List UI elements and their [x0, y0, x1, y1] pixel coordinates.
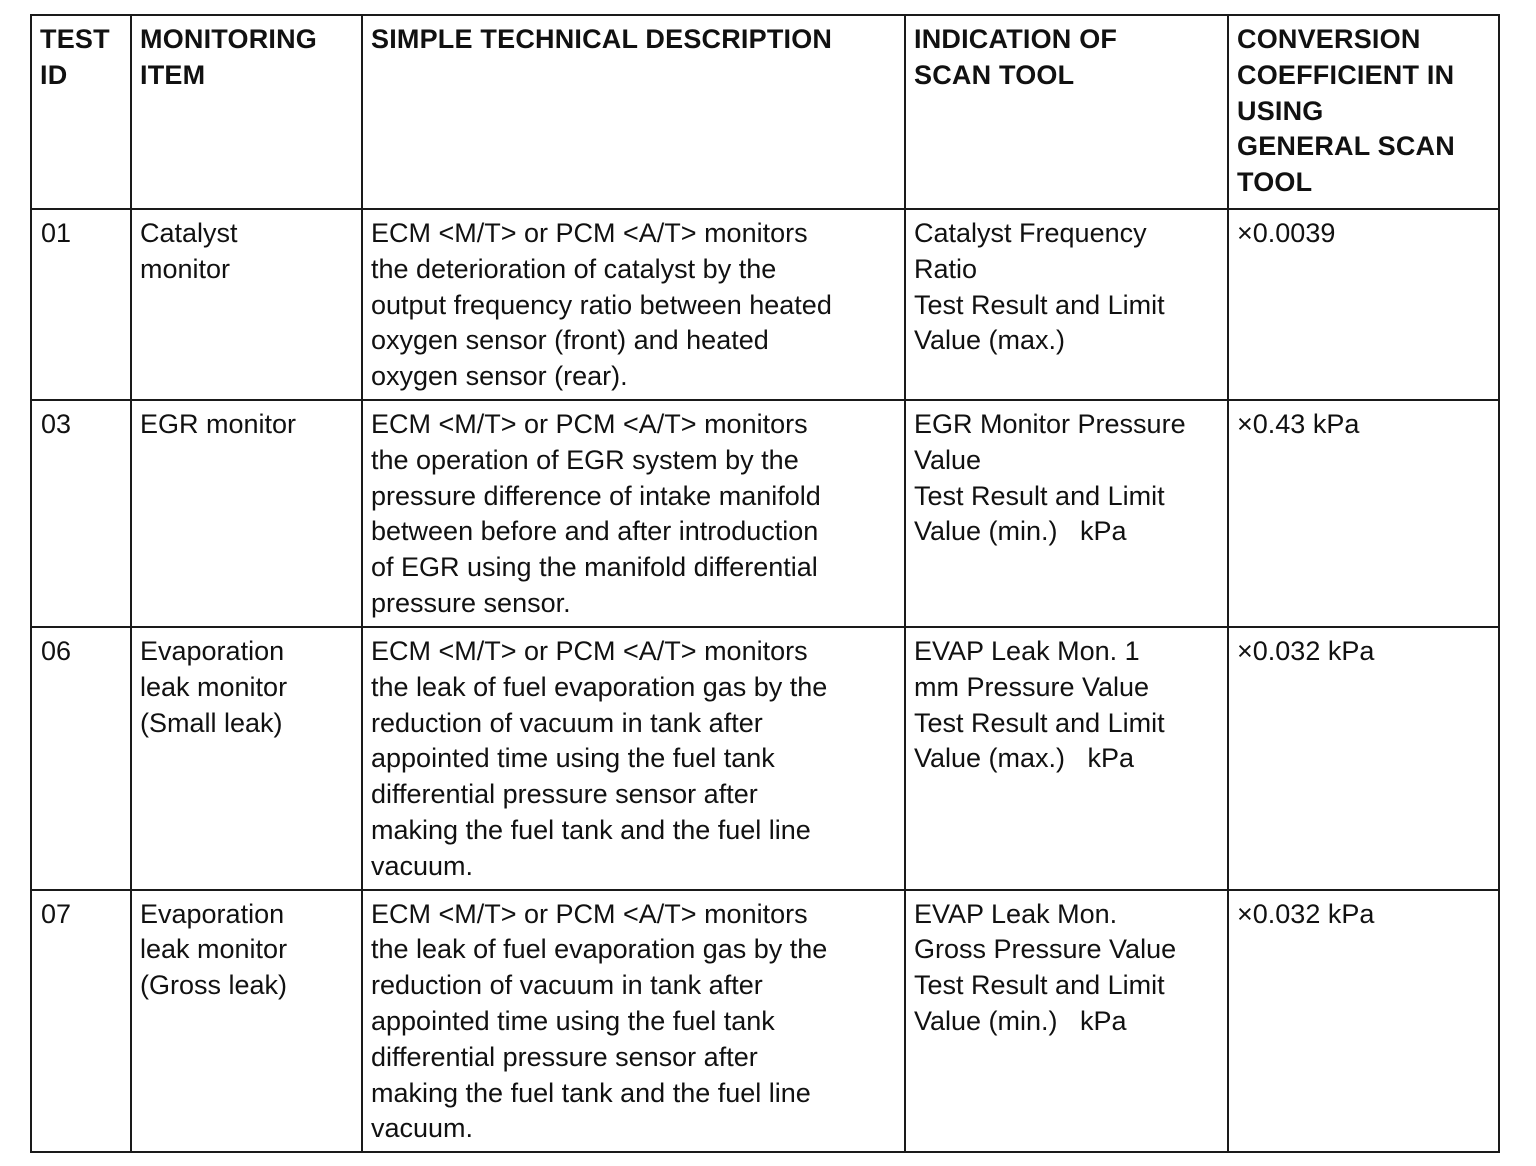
monitoring-item-cell: EGR monitor [131, 400, 362, 627]
description-cell: ECM <M/T> or PCM <A/T> monitors the leak of fuel evaporation gas by the reduction of vacuum in tank after appointed time using the fuel tank differential pressure sensor after making the fuel tank and the fuel line vacuum. [362, 627, 905, 890]
scan-tool-cell: Catalyst Frequency Ratio Test Result and Limit Value (max.) [905, 209, 1228, 400]
table-row [31, 627, 1499, 890]
monitor-test-table [30, 14, 1500, 1153]
conversion-cell: ×0.032 kPa [1228, 890, 1499, 1153]
table-row [31, 890, 1499, 1153]
scan-tool-cell: EVAP Leak Mon. Gross Pressure Value Test Result and Limit Value (min.) kPa [905, 890, 1228, 1153]
test-id-cell: 01 [31, 209, 131, 400]
monitoring-item-cell: Catalyst monitor [131, 209, 362, 400]
conversion-cell: ×0.0039 [1228, 209, 1499, 400]
monitoring-item-cell: Evaporation leak monitor (Small leak) [131, 627, 362, 890]
test-id-cell: 07 [31, 890, 131, 1153]
header-scan-tool: INDICATION OF SCAN TOOL [905, 15, 1228, 209]
table-row [31, 209, 1499, 400]
test-id-cell: 03 [31, 400, 131, 627]
scan-tool-cell: EGR Monitor Pressure Value Test Result and Limit Value (min.) kPa [905, 400, 1228, 627]
scan-tool-cell: EVAP Leak Mon. 1 mm Pressure Value Test Result and Limit Value (max.) kPa [905, 627, 1228, 890]
table-header-row [31, 15, 1499, 209]
header-conversion-coefficient: CONVERSION COEFFICIENT IN USING GENERAL SCAN TOOL [1228, 15, 1499, 209]
header-monitoring-item: MONITORING ITEM [131, 15, 362, 209]
header-description: SIMPLE TECHNICAL DESCRIPTION [362, 15, 905, 209]
test-id-cell: 06 [31, 627, 131, 890]
monitoring-item-cell: Evaporation leak monitor (Gross leak) [131, 890, 362, 1153]
description-cell: ECM <M/T> or PCM <A/T> monitors the leak of fuel evaporation gas by the reduction of vacuum in tank after appointed time using the fuel tank differential pressure sensor after making the fuel tank and the fuel line vacuum. [362, 890, 905, 1153]
description-cell: ECM <M/T> or PCM <A/T> monitors the operation of EGR system by the pressure difference of intake manifold between before and after introduction of EGR using the manifold differential pressure sensor. [362, 400, 905, 627]
table-row [31, 400, 1499, 627]
header-test-id: TEST ID [31, 15, 131, 209]
description-cell: ECM <M/T> or PCM <A/T> monitors the deterioration of catalyst by the output frequency ratio between heated oxygen sensor (front) and heated oxygen sensor (rear). [362, 209, 905, 400]
conversion-cell: ×0.43 kPa [1228, 400, 1499, 627]
conversion-cell: ×0.032 kPa [1228, 627, 1499, 890]
